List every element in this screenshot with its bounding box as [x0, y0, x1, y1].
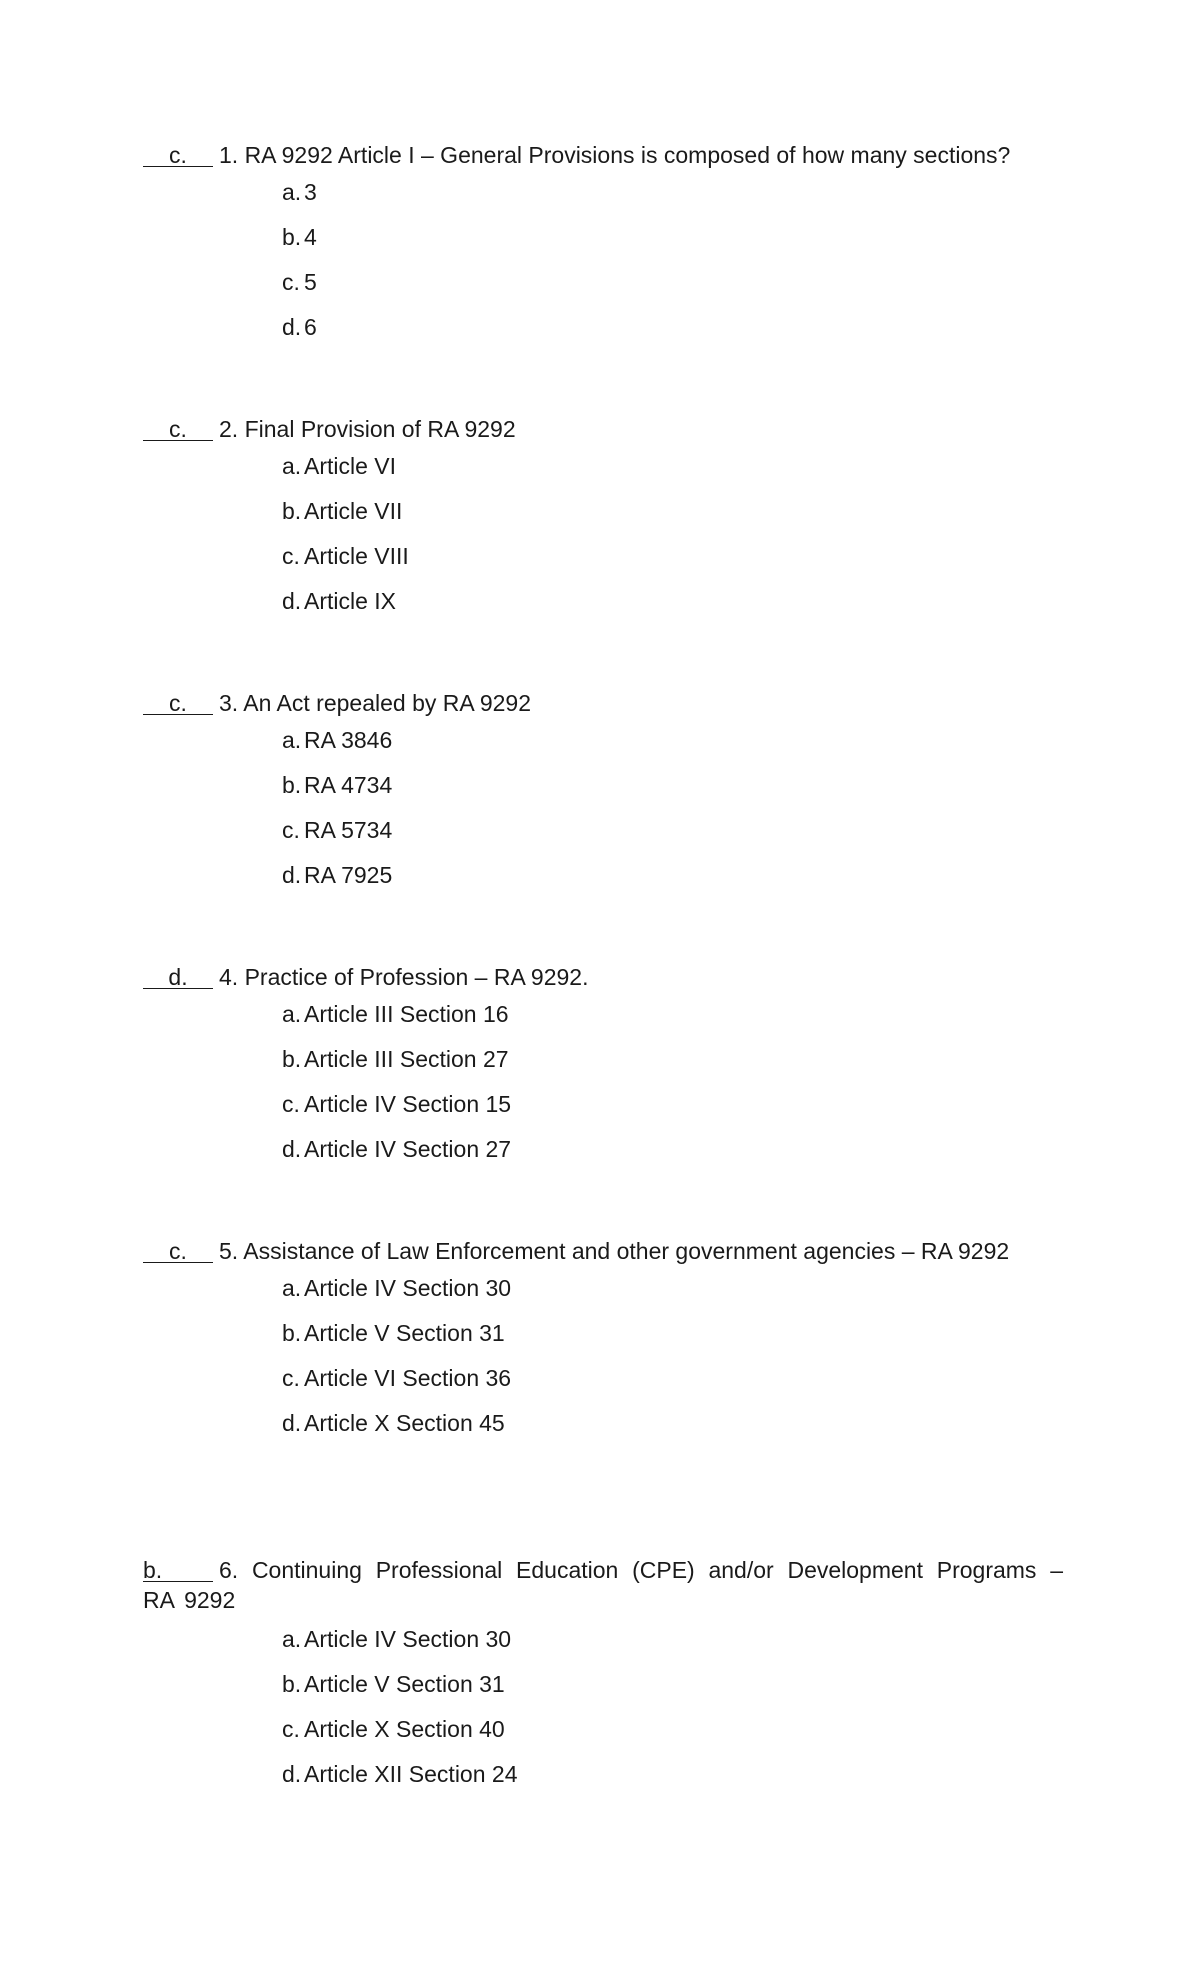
option-b — [282, 1311, 1063, 1356]
option-d — [282, 853, 1063, 898]
option-text: 3 — [304, 179, 317, 205]
option-text: Article IX — [304, 588, 397, 614]
answer-blank: c. — [143, 418, 213, 441]
option-text: Article V Section 31 — [304, 1671, 505, 1697]
option-letter: b. — [282, 1320, 302, 1346]
option-a — [282, 1266, 1063, 1311]
question-2 — [143, 414, 1063, 624]
option-letter: b. — [282, 772, 302, 798]
option-letter: a. — [282, 1001, 302, 1027]
option-letter: c. — [282, 543, 300, 569]
option-letter: b. — [282, 498, 302, 524]
option-text: Article VIII — [304, 543, 409, 569]
option-d — [282, 1127, 1063, 1172]
option-b — [282, 1037, 1063, 1082]
answer-blank: c. — [143, 144, 213, 167]
option-text: Article IV Section 15 — [304, 1091, 512, 1117]
option-text: Article IV Section 30 — [304, 1275, 512, 1301]
question-line — [143, 414, 1063, 444]
option-d — [282, 1752, 1063, 1797]
option-letter: d. — [282, 1136, 302, 1162]
option-letter: c. — [282, 817, 300, 843]
answer-blank: c. — [143, 1240, 213, 1263]
option-b — [282, 763, 1063, 808]
option-text: Article XII Section 24 — [304, 1761, 518, 1787]
question-4 — [143, 962, 1063, 1172]
question-line — [143, 1555, 1063, 1615]
option-letter: b. — [282, 1671, 302, 1697]
option-letter: d. — [282, 588, 302, 614]
answer-blank: b. — [143, 1559, 213, 1582]
option-text: RA 7925 — [304, 862, 393, 888]
option-letter: c. — [282, 1716, 300, 1742]
option-letter: b. — [282, 1046, 302, 1072]
option-list — [282, 444, 1063, 624]
option-text: 5 — [304, 269, 317, 295]
option-text: Article VII — [304, 498, 403, 524]
answer-blank: c. — [143, 692, 213, 715]
option-c — [282, 260, 1063, 305]
option-text: Article X Section 45 — [304, 1410, 505, 1436]
option-c — [282, 1707, 1063, 1752]
question-5 — [143, 1236, 1063, 1446]
option-a — [282, 1617, 1063, 1662]
option-text: Article III Section 16 — [304, 1001, 509, 1027]
option-text: RA 5734 — [304, 817, 393, 843]
option-b — [282, 215, 1063, 260]
option-text: Article IV Section 30 — [304, 1626, 512, 1652]
option-letter: b. — [282, 224, 302, 250]
question-1 — [143, 140, 1063, 350]
option-c — [282, 1082, 1063, 1127]
option-text: RA 4734 — [304, 772, 393, 798]
option-list — [282, 992, 1063, 1172]
option-a — [282, 718, 1063, 763]
option-a — [282, 170, 1063, 215]
option-list — [282, 170, 1063, 350]
question-text: 1. RA 9292 Article I – General Provisions is composed of how many sections? — [219, 142, 1011, 168]
option-a — [282, 992, 1063, 1037]
option-list — [282, 1617, 1063, 1797]
option-text: Article V Section 31 — [304, 1320, 505, 1346]
question-3 — [143, 688, 1063, 898]
option-letter: d. — [282, 862, 302, 888]
option-text: Article III Section 27 — [304, 1046, 509, 1072]
question-line — [143, 140, 1063, 170]
option-d — [282, 305, 1063, 350]
question-text: 5. Assistance of Law Enforcement and other government agencies – RA 9292 — [219, 1238, 1010, 1264]
option-d — [282, 1401, 1063, 1446]
option-text: Article VI Section 36 — [304, 1365, 512, 1391]
option-b — [282, 1662, 1063, 1707]
question-text: 2. Final Provision of RA 9292 — [219, 416, 516, 442]
option-b — [282, 489, 1063, 534]
option-text: Article IV Section 27 — [304, 1136, 512, 1162]
option-c — [282, 808, 1063, 853]
question-text: 3. An Act repealed by RA 9292 — [219, 690, 532, 716]
option-text: RA 3846 — [304, 727, 393, 753]
option-list — [282, 718, 1063, 898]
option-d — [282, 579, 1063, 624]
option-letter: d. — [282, 1410, 302, 1436]
answer-blank: d. — [143, 966, 213, 989]
option-letter: a. — [282, 453, 302, 479]
option-letter: d. — [282, 1761, 302, 1787]
question-6 — [143, 1555, 1063, 1797]
option-list — [282, 1266, 1063, 1446]
option-letter: d. — [282, 314, 302, 340]
question-text: 4. Practice of Profession – RA 9292. — [219, 964, 589, 990]
option-letter: c. — [282, 269, 300, 295]
option-letter: a. — [282, 179, 302, 205]
option-text: Article VI — [304, 453, 397, 479]
option-c — [282, 1356, 1063, 1401]
option-letter: c. — [282, 1365, 300, 1391]
question-line — [143, 962, 1063, 992]
option-text: 4 — [304, 224, 317, 250]
option-text: 6 — [304, 314, 317, 340]
question-line — [143, 688, 1063, 718]
option-letter: a. — [282, 1275, 302, 1301]
option-letter: c. — [282, 1091, 300, 1117]
question-text: 6. Continuing Professional Education (CPE) and/or Development Programs – RA 9292 — [143, 1557, 1063, 1613]
question-line — [143, 1236, 1063, 1266]
option-c — [282, 534, 1063, 579]
option-text: Article X Section 40 — [304, 1716, 505, 1742]
option-letter: a. — [282, 1626, 302, 1652]
option-letter: a. — [282, 727, 302, 753]
option-a — [282, 444, 1063, 489]
